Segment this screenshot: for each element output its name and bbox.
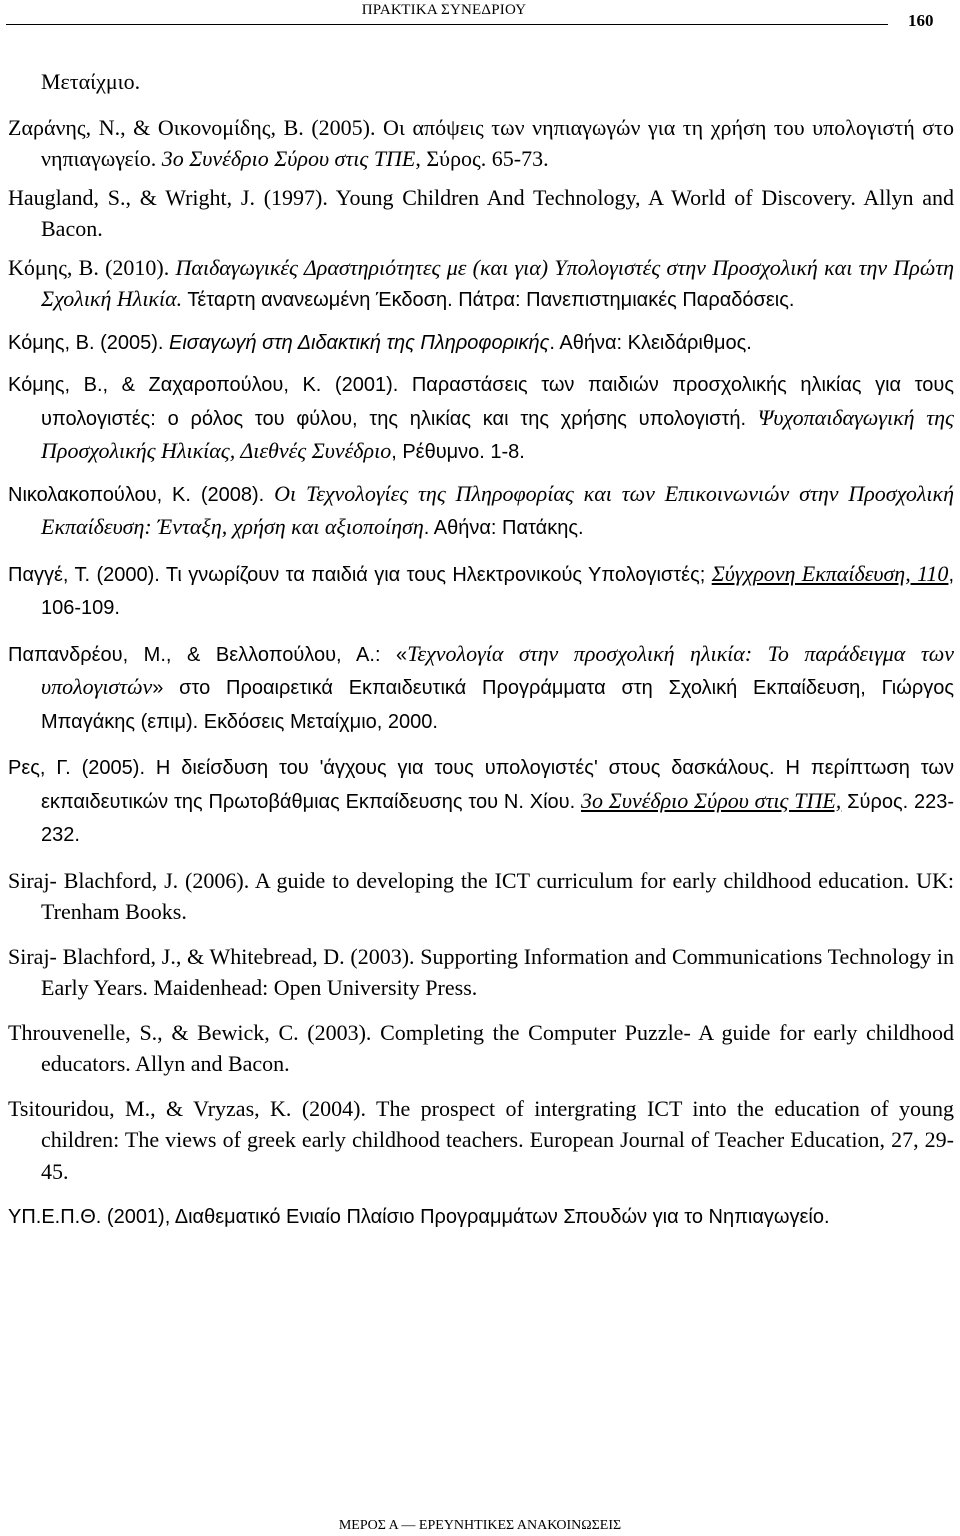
reference-entry: Siraj- Blachford, J., & Whitebread, D. (2003). Supporting Information and Communications Technology in Early Years. Maidenhead: Open University Press. <box>8 943 954 1000</box>
running-header-title: ΠΡΑΚΤΙΚΑ ΣΥΝΕΔΡΙΟΥ <box>361 2 527 18</box>
reference-entry: Κόμης, Β. (2005). Εισαγωγή στη Διδακτική της Πληροφορικής. Αθήνα: Κλειδάριθμος. <box>8 331 752 354</box>
reference-list <box>8 66 954 1234</box>
page-header <box>0 0 960 40</box>
reference-entry: Haugland, S., & Wright, J. (1997). Young Children And Technology, A World of Discovery. Allyn and Bacon. <box>8 184 954 241</box>
reference-entry: Tsitouridou, M., & Vryzas, K. (2004). The prospect of intergrating ICT into the education of young children: The views of greek early childhood teachers. European Journal of Teacher Education, 27, 29-45. <box>8 1095 954 1184</box>
reference-entry: Κόμης, Β. (2010). Παιδαγωγικές Δραστηριότητες με (και για) Υπολογιστές στην Προσχολική και την Πρώτη Σχολική Ηλικία. Τέταρτη ανανεωμένη Έκδοση. Πάτρα: Πανεπιστημιακές Παραδόσεις. <box>8 254 954 311</box>
reference-entry: Παγγέ, Τ. (2000). Τι γνωρίζουν τα παιδιά για τους Ηλεκτρονικούς Υπολογιστές; Σύγχρονη Εκπαίδευση, 110, 106-109. <box>8 560 954 619</box>
reference-entry: Ρες, Γ. (2005). Η διείσδυση του 'άγχους για τους υπολογιστές' στους δασκάλους. Η περίπτωση των εκπαιδευτικών της Πρωτοβάθμιας Εκπαίδευσης του Ν. Χίου. 3ο Συνέδριο Σύρου στις ΤΠΕ, Σύρος. 223-232. <box>8 757 955 846</box>
reference-entry: Ζαράνης, Ν., & Οικονομίδης, Β. (2005). Οι απόψεις των νηπιαγωγών για τη χρήση του υπολογιστή στο νηπιαγωγείο. 3ο Συνέδριο Σύρου στις ΤΠΕ, Σύρος. 65-73. <box>8 114 954 171</box>
page-footer: ΜΕΡΟΣ Α — ΕΡΕΥΝΗΤΙΚΕΣ ΑΝΑΚΟΙΝΩΣΕΙΣ <box>338 1518 622 1533</box>
reference-entry: Throuvenelle, S., & Bewick, C. (2003). Completing the Computer Puzzle- A guide for early childhood educators. Allyn and Bacon. <box>8 1019 954 1076</box>
page-number: 160 <box>908 11 934 30</box>
reference-continuation: Μεταίχμιο. <box>41 69 141 94</box>
reference-entry: Νικολακοπούλου, Κ. (2008). Οι Τεχνολογίες της Πληροφορίας και των Επικοινωνιών στην Προσχολική Εκπαίδευση: Ένταξη, χρήση και αξιοποίηση. Αθήνα: Πατάκης. <box>8 480 954 539</box>
header-rule <box>6 24 888 25</box>
reference-entry: Siraj- Blachford, J. (2006). A guide to developing the ICT curriculum for early childhood education. UK: Trenham Books. <box>8 867 954 924</box>
reference-entry: Κόμης, Β., & Ζαχαροπούλου, Κ. (2001). Παραστάσεις των παιδιών προσχολικής ηλικίας για τους υπολογιστές: ο ρόλος του φύλου, της ηλικίας και της χρήσης υπολογιστή. Ψυχοπαιδαγωγική της Προσχολικής Ηλικίας, Διεθνές Συνέδριο, Ρέθυμνο. 1-8. <box>8 374 954 463</box>
reference-entry: ΥΠ.Ε.Π.Θ. (2001), Διαθεματικό Ενιαίο Πλαίσιο Προγραμμάτων Σπουδών για το Νηπιαγωγείο. <box>8 1206 830 1228</box>
reference-entry: Παπανδρέου, Μ., & Βελλοπούλου, Α.: «Τεχνολογία στην προσχολική ηλικία: Το παράδειγμα των υπολογιστών» στο Προαιρετικά Εκπαιδευτικά Προγράμματα στη Σχολική Εκπαίδευση, Γιώργος Μπαγάκης (επιμ). Εκδόσεις Μεταίχμιο, 2000. <box>8 640 955 733</box>
